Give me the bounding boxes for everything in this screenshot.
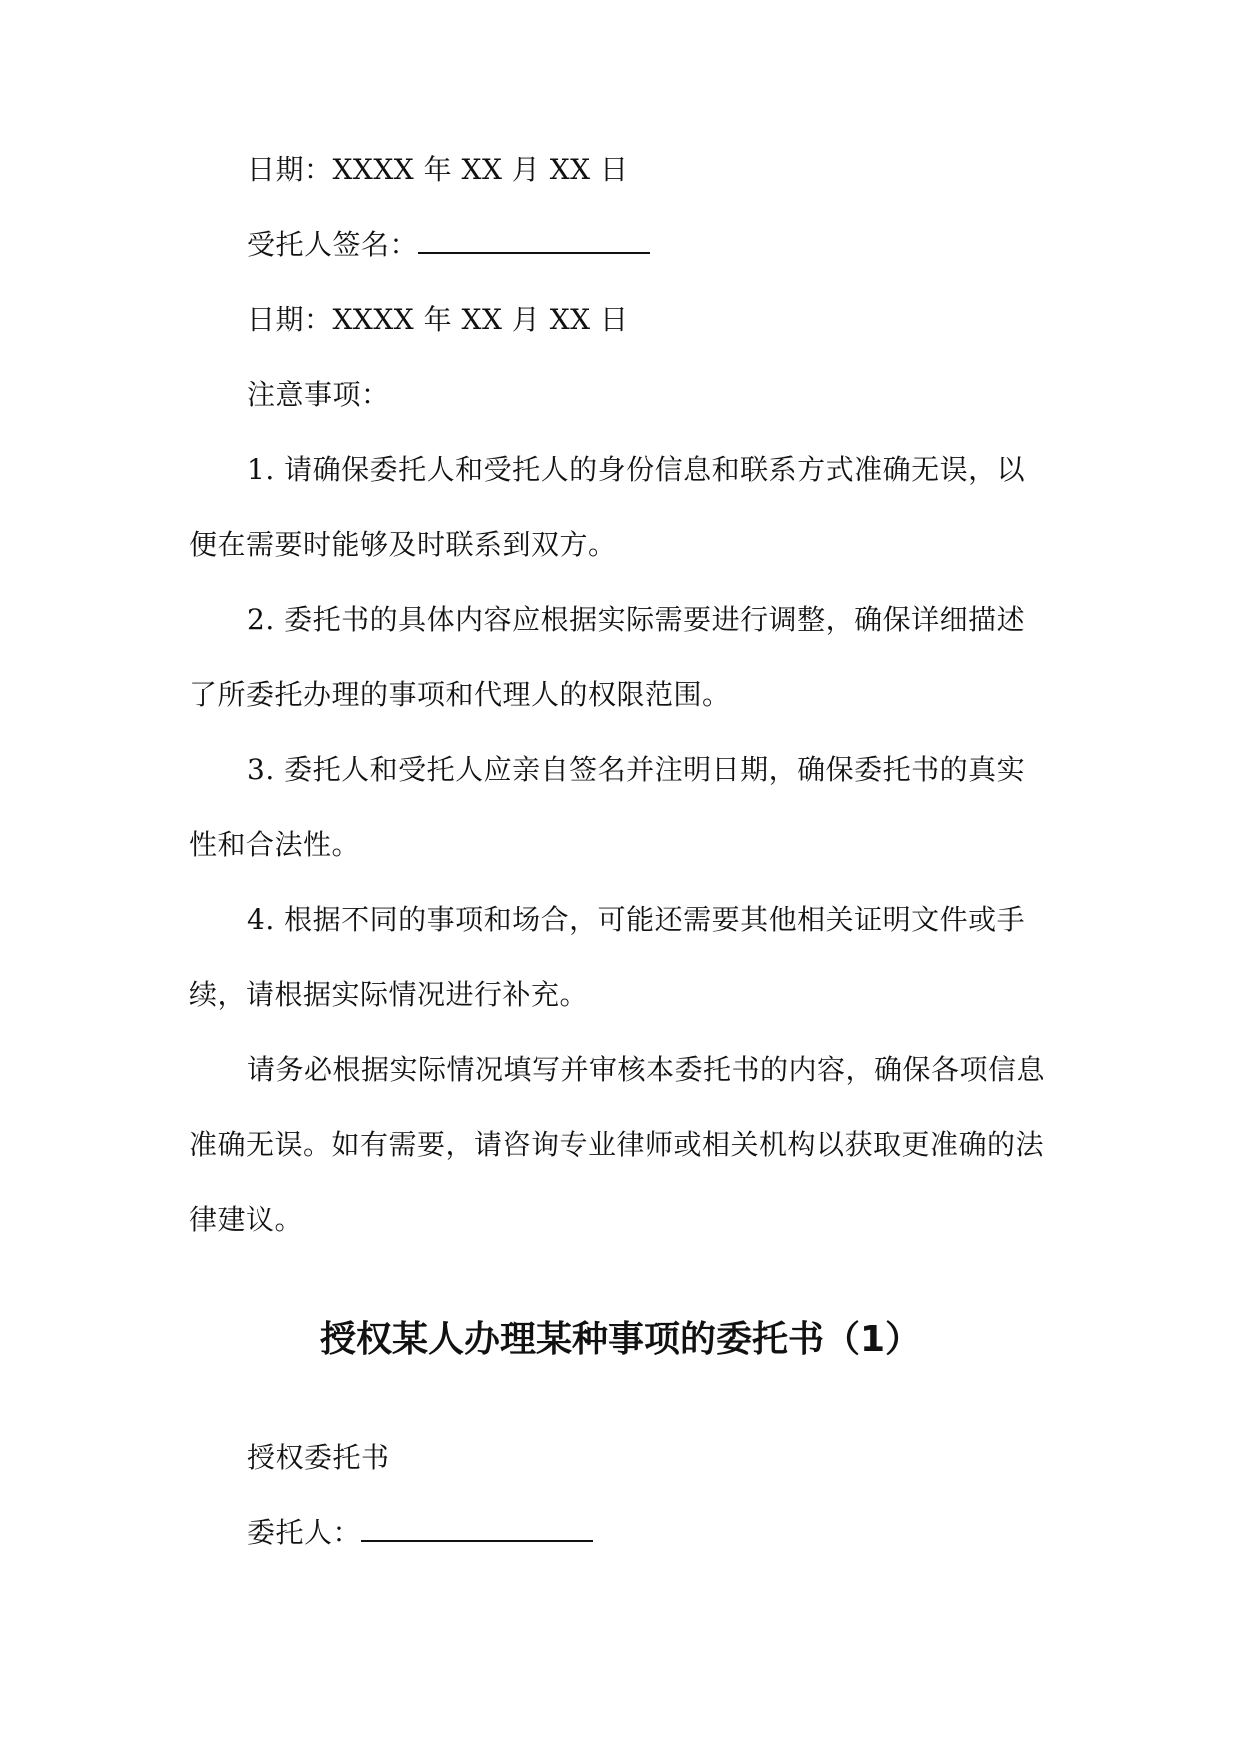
notes-heading: 注意事项： bbox=[247, 378, 390, 411]
date-line-1: 日期：XXXX 年 XX 月 XX 日 bbox=[247, 153, 629, 186]
note-item-4-line-2: 续，请根据实际情况进行补充。 bbox=[189, 978, 589, 1011]
note-item-3-line-1: 3. 委托人和受托人应亲自签名并注明日期，确保委托书的真实 bbox=[247, 753, 1026, 786]
reminder-line-3: 律建议。 bbox=[189, 1203, 304, 1236]
reminder-line-1: 请务必根据实际情况填写并审核本委托书的内容，确保各项信息 bbox=[247, 1053, 1046, 1086]
note-item-4-line-1: 4. 根据不同的事项和场合，可能还需要其他相关证明文件或手 bbox=[247, 903, 1026, 936]
date-line-2: 日期：XXXX 年 XX 月 XX 日 bbox=[247, 303, 629, 336]
note-item-2-line-1: 2. 委托书的具体内容应根据实际需要进行调整，确保详细描述 bbox=[247, 603, 1026, 636]
principal-blank bbox=[361, 1514, 593, 1542]
section-title: 授权某人办理某种事项的委托书（1） bbox=[319, 1319, 922, 1360]
note-item-3-line-2: 性和合法性。 bbox=[189, 828, 361, 861]
trustee-signature-label: 受托人签名： bbox=[247, 228, 419, 261]
principal-line bbox=[247, 1513, 593, 1553]
form-subtitle: 授权委托书 bbox=[247, 1441, 390, 1474]
principal-label: 委托人： bbox=[247, 1516, 362, 1549]
note-item-1-line-2: 便在需要时能够及时联系到双方。 bbox=[189, 528, 617, 561]
note-item-1-line-1: 1. 请确保委托人和受托人的身份信息和联系方式准确无误，以 bbox=[247, 453, 1026, 486]
trustee-signature-blank bbox=[418, 226, 650, 254]
trustee-signature-line bbox=[247, 225, 650, 265]
reminder-line-2: 准确无误。如有需要，请咨询专业律师或相关机构以获取更准确的法 bbox=[189, 1128, 1045, 1161]
note-item-2-line-2: 了所委托办理的事项和代理人的权限范围。 bbox=[189, 678, 731, 711]
